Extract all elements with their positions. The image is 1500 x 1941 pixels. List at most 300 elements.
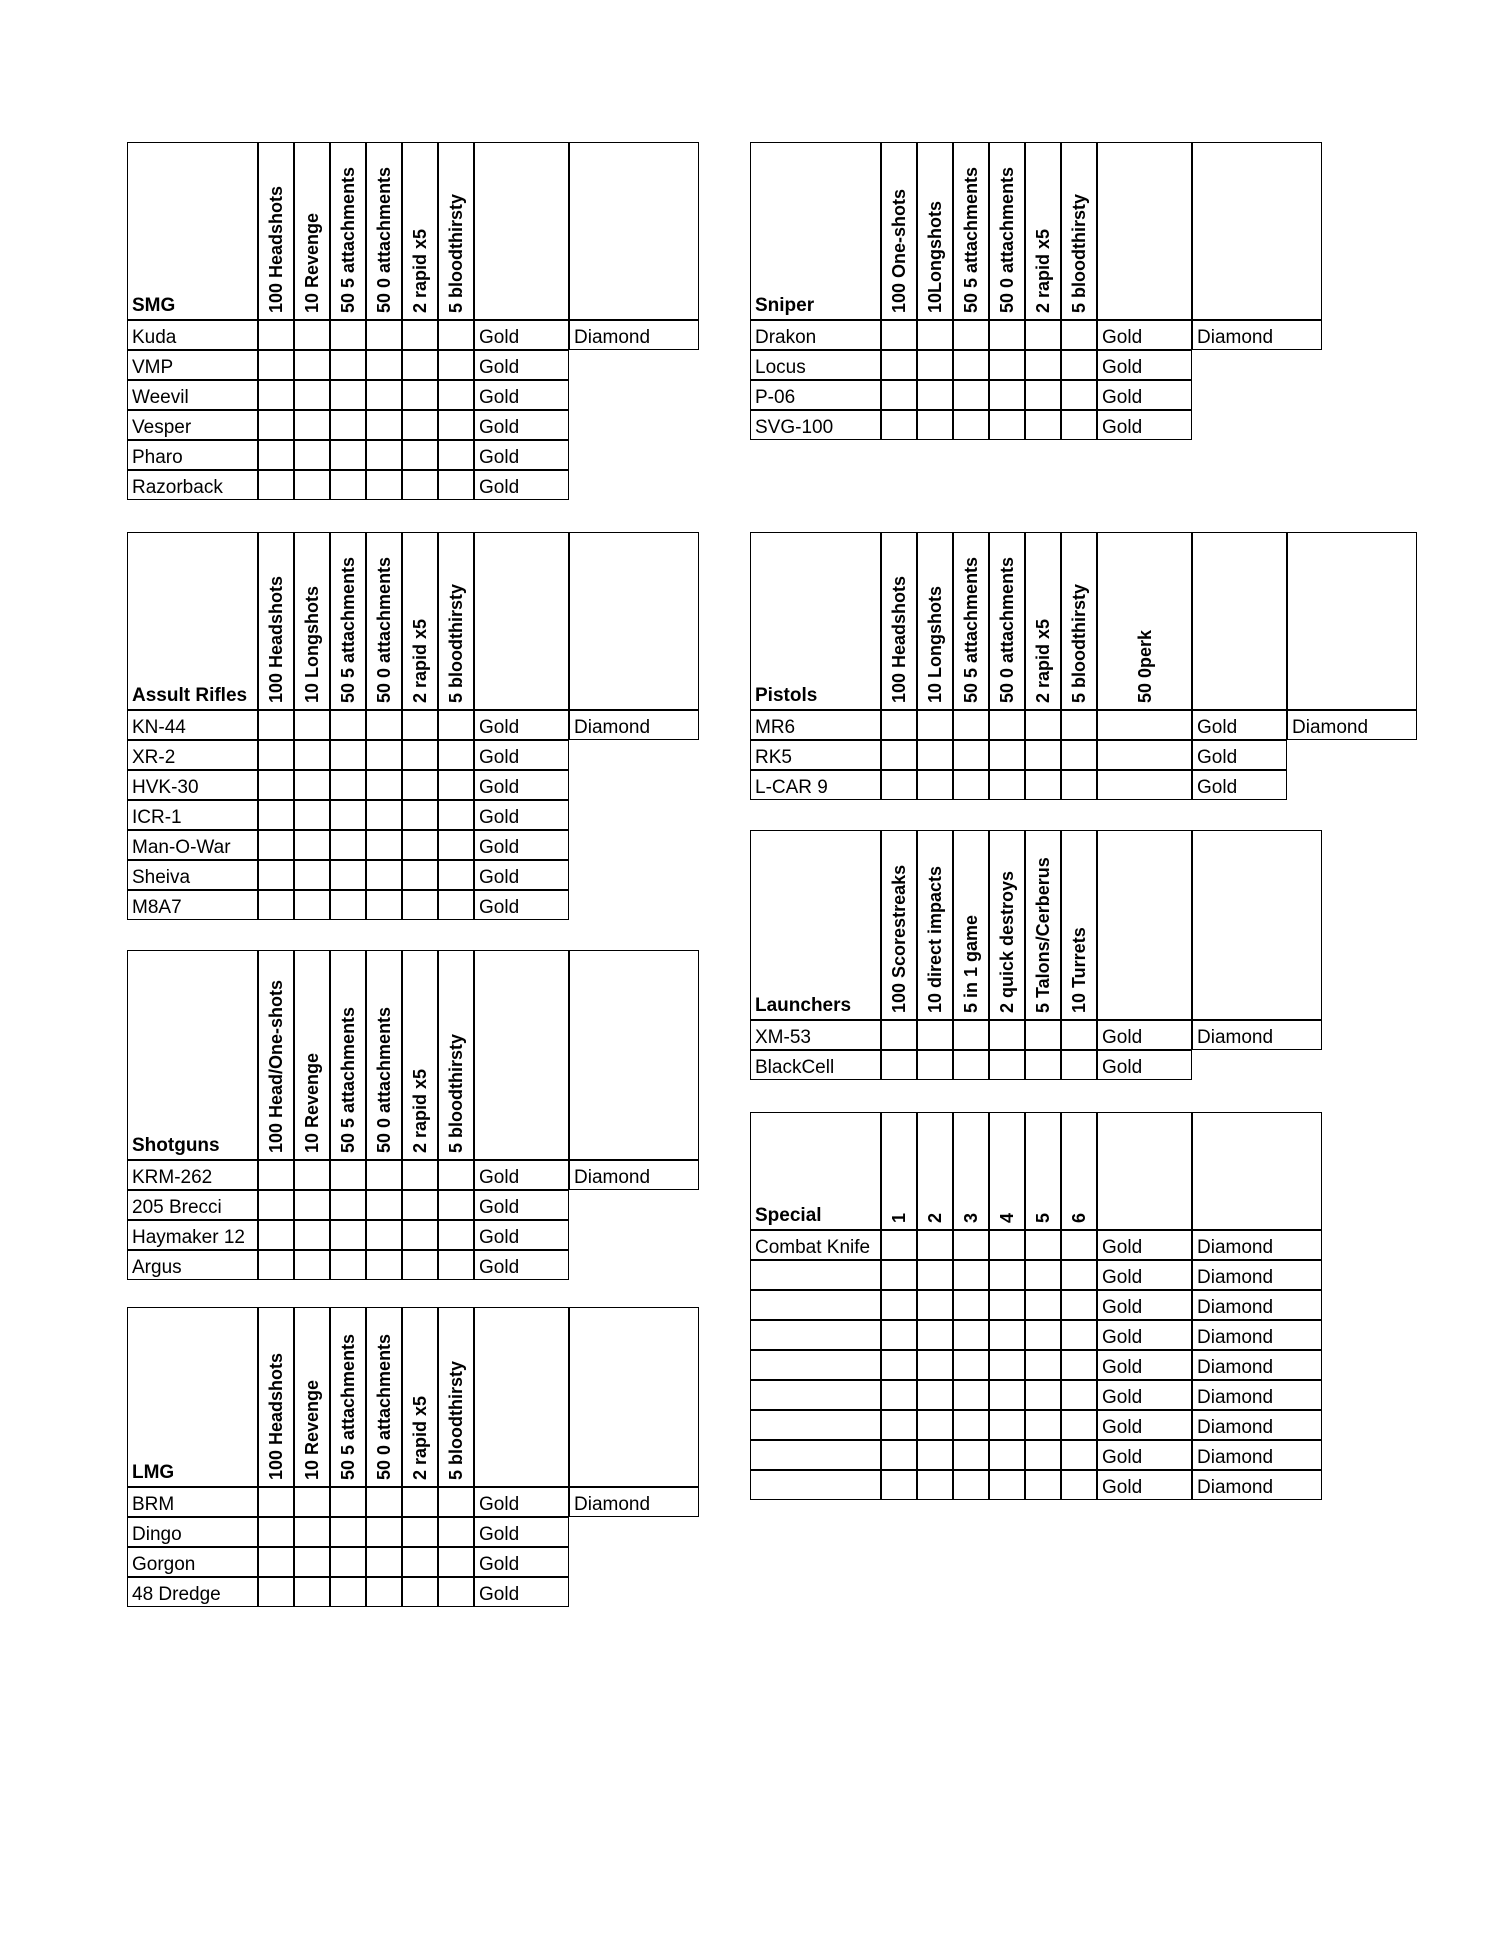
gold-cell [474, 1517, 569, 1547]
checkbox-cell [989, 770, 1025, 800]
weapon-name: KRM-262 [132, 1167, 213, 1188]
criteria-header-label: 50 5 attachments [338, 166, 358, 313]
checkbox-cell [294, 380, 330, 410]
weapon-name-cell [127, 1487, 258, 1517]
weapon-name-cell [127, 350, 258, 380]
category-title: Pistols [755, 685, 818, 706]
gold-label: Gold [479, 357, 520, 378]
gold-cell [474, 830, 569, 860]
weapon-name-cell [750, 710, 881, 740]
checkbox-cell [1025, 1410, 1061, 1440]
checkbox-cell [438, 1190, 474, 1220]
diamond-header-cell [569, 950, 699, 1160]
checkbox-cell [1061, 350, 1097, 380]
weapon-name-cell [127, 890, 258, 920]
checkbox-cell [258, 770, 294, 800]
checkbox-cell [294, 1160, 330, 1190]
gold-label: Gold [1102, 1297, 1143, 1318]
criteria-header-label: 10 direct impacts [925, 865, 945, 1013]
checkbox-cell [366, 800, 402, 830]
checkbox-cell [258, 1547, 294, 1577]
criteria-header-cell [258, 142, 294, 320]
checkbox-cell [438, 410, 474, 440]
gold-cell [474, 890, 569, 920]
checkbox-cell [881, 1260, 917, 1290]
criteria-header-label: 2 rapid x5 [410, 1395, 430, 1480]
criteria-header-cell [330, 1307, 366, 1487]
weapon-name: Drakon [755, 327, 817, 348]
gold-cell [1097, 1350, 1192, 1380]
weapon-name: RK5 [755, 747, 792, 768]
checkbox-cell [1025, 710, 1061, 740]
weapon-name-cell [127, 1577, 258, 1607]
criteria-header-label: 50 0 attachments [997, 556, 1017, 703]
weapon-name-cell [127, 740, 258, 770]
criteria-header-cell [989, 532, 1025, 710]
extra-header-cell [1097, 532, 1192, 710]
weapon-name: 48 Dredge [132, 1584, 221, 1605]
category-header-cell [127, 142, 258, 320]
weapon-name-cell [750, 410, 881, 440]
criteria-header-cell [881, 830, 917, 1020]
checkbox-cell [294, 1517, 330, 1547]
checkbox-cell [402, 470, 438, 500]
gold-cell [474, 860, 569, 890]
gold-label: Gold [1102, 1357, 1143, 1378]
category-header-cell [750, 142, 881, 320]
criteria-header-cell [953, 142, 989, 320]
checkbox-cell [258, 470, 294, 500]
checkbox-cell [330, 740, 366, 770]
gold-cell [1097, 1050, 1192, 1080]
checkbox-cell [366, 1517, 402, 1547]
gold-label: Gold [479, 807, 520, 828]
criteria-header-cell [294, 1307, 330, 1487]
checkbox-cell [258, 410, 294, 440]
diamond-header-cell [1287, 532, 1417, 710]
checkbox-cell [438, 1487, 474, 1517]
checkbox-cell [330, 1577, 366, 1607]
gold-label: Gold [479, 327, 520, 348]
criteria-header-label: 10 Longshots [925, 585, 945, 703]
criteria-header-cell [1025, 830, 1061, 1020]
checkbox-cell [881, 1050, 917, 1080]
weapon-name: Gorgon [132, 1554, 196, 1575]
checkbox-cell [1025, 1260, 1061, 1290]
checkbox-cell [438, 470, 474, 500]
gold-cell [474, 710, 569, 740]
checkbox-cell [366, 770, 402, 800]
checkbox-cell [953, 770, 989, 800]
criteria-header-cell [881, 532, 917, 710]
checkbox-cell [294, 830, 330, 860]
diamond-header-cell [569, 532, 699, 710]
weapon-name-cell [127, 410, 258, 440]
checkbox-cell [366, 320, 402, 350]
gold-cell [474, 320, 569, 350]
checkbox-cell [366, 1250, 402, 1280]
checkbox-cell [294, 710, 330, 740]
checkbox-cell [294, 1487, 330, 1517]
criteria-header-cell [917, 142, 953, 320]
extra-check-cell [1097, 770, 1192, 800]
gold-cell [1097, 1470, 1192, 1500]
checkbox-cell [438, 830, 474, 860]
checkbox-cell [1025, 1380, 1061, 1410]
checkbox-cell [330, 380, 366, 410]
gold-cell [474, 1547, 569, 1577]
checkbox-cell [402, 890, 438, 920]
gold-label: Gold [479, 747, 520, 768]
checkbox-cell [258, 1487, 294, 1517]
criteria-header-label: 3 [961, 1212, 981, 1223]
checkbox-cell [294, 1190, 330, 1220]
checkbox-cell [953, 1320, 989, 1350]
checkbox-cell [881, 1230, 917, 1260]
criteria-header-label: 6 [1069, 1212, 1089, 1223]
checkbox-cell [953, 380, 989, 410]
criteria-header-cell [1025, 1112, 1061, 1230]
gold-label: Gold [1102, 327, 1143, 348]
checkbox-cell [294, 1547, 330, 1577]
checkbox-cell [258, 860, 294, 890]
gold-cell [474, 380, 569, 410]
weapon-name: Kuda [132, 327, 177, 348]
category-title: LMG [132, 1462, 175, 1483]
checkbox-cell [330, 440, 366, 470]
weapon-name: BRM [132, 1494, 175, 1515]
checkbox-cell [438, 1220, 474, 1250]
checkbox-cell [1061, 1230, 1097, 1260]
weapon-name-cell [750, 1260, 881, 1290]
diamond-cell [569, 1487, 699, 1517]
weapon-name: Dingo [132, 1524, 182, 1545]
checkbox-cell [881, 1020, 917, 1050]
checkbox-cell [330, 1220, 366, 1250]
checkbox-cell [917, 1320, 953, 1350]
checkbox-cell [294, 1577, 330, 1607]
diamond-label: Diamond [1197, 327, 1274, 348]
gold-label: Gold [479, 777, 520, 798]
criteria-header-cell [402, 142, 438, 320]
checkbox-cell [258, 350, 294, 380]
gold-cell [474, 800, 569, 830]
checkbox-cell [366, 1190, 402, 1220]
diamond-cell [569, 1160, 699, 1190]
weapon-name-cell [750, 1380, 881, 1410]
checkbox-cell [1061, 1290, 1097, 1320]
checkbox-cell [1061, 1260, 1097, 1290]
checkbox-cell [402, 1577, 438, 1607]
weapon-name-cell [127, 800, 258, 830]
gold-label: Gold [1197, 777, 1238, 798]
checkbox-cell [258, 440, 294, 470]
weapon-name-cell [750, 1470, 881, 1500]
criteria-header-label: 50 0 attachments [374, 166, 394, 313]
checkbox-cell [294, 470, 330, 500]
checkbox-cell [258, 890, 294, 920]
checkbox-cell [1025, 1470, 1061, 1500]
weapon-name-cell [750, 320, 881, 350]
checkbox-cell [1061, 410, 1097, 440]
checkbox-cell [953, 710, 989, 740]
gold-cell [1097, 1320, 1192, 1350]
gold-label: Gold [479, 1524, 520, 1545]
gold-label: Gold [1102, 1057, 1143, 1078]
diamond-label: Diamond [1197, 1297, 1274, 1318]
checkbox-cell [917, 320, 953, 350]
gold-cell [474, 1577, 569, 1607]
checkbox-cell [366, 380, 402, 410]
criteria-header-label: 4 [997, 1212, 1017, 1223]
weapon-name: VMP [132, 357, 174, 378]
weapon-name: MR6 [755, 717, 796, 738]
weapon-name: Sheiva [132, 867, 191, 888]
weapon-name-cell [750, 770, 881, 800]
checkbox-cell [294, 1250, 330, 1280]
checkbox-cell [366, 1577, 402, 1607]
diamond-header-cell [569, 142, 699, 320]
checkbox-cell [881, 1410, 917, 1440]
checkbox-cell [953, 1470, 989, 1500]
checkbox-cell [402, 740, 438, 770]
criteria-header-label: 100 Headshots [266, 1352, 286, 1480]
checkbox-cell [330, 410, 366, 440]
checkbox-cell [1061, 710, 1097, 740]
checkbox-cell [402, 1547, 438, 1577]
category-header-cell [750, 532, 881, 710]
criteria-header-label: 100 Scorestreaks [889, 864, 909, 1013]
checkbox-cell [881, 740, 917, 770]
criteria-header-label: 5 bloodthirsty [446, 583, 466, 703]
checkbox-cell [402, 710, 438, 740]
weapon-name-cell [750, 1410, 881, 1440]
gold-header-cell [1097, 1112, 1192, 1230]
diamond-cell [1192, 1230, 1322, 1260]
gold-cell [474, 410, 569, 440]
criteria-header-label: 50 0 attachments [374, 1006, 394, 1153]
diamond-label: Diamond [574, 1494, 651, 1515]
weapon-name-cell [127, 440, 258, 470]
criteria-header-label: 2 rapid x5 [410, 618, 430, 703]
gold-cell [1192, 710, 1287, 740]
criteria-header-cell [402, 950, 438, 1160]
gold-cell [1097, 1380, 1192, 1410]
category-title: SMG [132, 295, 176, 316]
criteria-header-label: 2 quick destroys [997, 870, 1017, 1013]
criteria-header-label: 10 Revenge [302, 1052, 322, 1153]
checkbox-cell [294, 1220, 330, 1250]
checkbox-cell [989, 1470, 1025, 1500]
criteria-header-cell [330, 950, 366, 1160]
checkbox-cell [366, 350, 402, 380]
criteria-header-label: 50 5 attachments [961, 166, 981, 313]
criteria-header-cell [953, 1112, 989, 1230]
criteria-header-cell [366, 1307, 402, 1487]
diamond-label: Diamond [1197, 1417, 1274, 1438]
checkbox-cell [1061, 380, 1097, 410]
criteria-header-label: 100 Head/One-shots [266, 979, 286, 1153]
checkbox-cell [881, 320, 917, 350]
criteria-header-cell [366, 532, 402, 710]
criteria-header-cell [1061, 1112, 1097, 1230]
criteria-header-cell [917, 1112, 953, 1230]
weapon-name: Locus [755, 357, 806, 378]
gold-label: Gold [1102, 1327, 1143, 1348]
checkbox-cell [881, 1440, 917, 1470]
diamond-cell [1192, 1290, 1322, 1320]
checkbox-cell [294, 350, 330, 380]
checkbox-cell [402, 380, 438, 410]
checkbox-cell [402, 410, 438, 440]
weapon-name: KN-44 [132, 717, 186, 738]
weapon-name: Pharo [132, 447, 183, 468]
criteria-header-cell [438, 950, 474, 1160]
gold-label: Gold [479, 867, 520, 888]
diamond-label: Diamond [1197, 1357, 1274, 1378]
diamond-cell [1192, 1350, 1322, 1380]
diamond-cell [1192, 1020, 1322, 1050]
checkbox-cell [366, 1220, 402, 1250]
checkbox-cell [330, 890, 366, 920]
criteria-header-cell [1025, 142, 1061, 320]
checkbox-cell [1025, 1050, 1061, 1080]
checkbox-cell [1025, 1440, 1061, 1470]
checkbox-cell [1061, 740, 1097, 770]
weapon-name-cell [127, 1220, 258, 1250]
criteria-header-label: 2 [925, 1212, 945, 1223]
extra-header-label: 50 0perk [1134, 629, 1155, 703]
criteria-header-label: 10Longshots [925, 200, 945, 313]
checkbox-cell [258, 1160, 294, 1190]
checkbox-cell [366, 410, 402, 440]
checkbox-cell [1061, 1440, 1097, 1470]
checkbox-cell [438, 1517, 474, 1547]
checkbox-cell [294, 440, 330, 470]
checkbox-cell [366, 830, 402, 860]
criteria-header-cell [294, 950, 330, 1160]
weapon-name-cell [750, 740, 881, 770]
checkbox-cell [917, 1290, 953, 1320]
gold-label: Gold [479, 417, 520, 438]
criteria-header-label: 50 5 attachments [338, 1333, 358, 1480]
checkbox-cell [258, 1250, 294, 1280]
checkbox-cell [881, 1320, 917, 1350]
gold-cell [1097, 1260, 1192, 1290]
weapon-name: Weevil [132, 387, 189, 408]
criteria-header-label: 50 5 attachments [338, 1006, 358, 1153]
gold-label: Gold [479, 477, 520, 498]
gold-label: Gold [1102, 417, 1143, 438]
checkbox-cell [438, 710, 474, 740]
criteria-header-label: 100 Headshots [266, 185, 286, 313]
diamond-cell [1192, 1320, 1322, 1350]
checkbox-cell [438, 380, 474, 410]
checkbox-cell [402, 1220, 438, 1250]
checkbox-cell [989, 1290, 1025, 1320]
diamond-label: Diamond [1197, 1267, 1274, 1288]
gold-label: Gold [479, 837, 520, 858]
weapon-name-cell [750, 380, 881, 410]
checkbox-cell [989, 1380, 1025, 1410]
gold-label: Gold [479, 1494, 520, 1515]
diamond-cell [569, 320, 699, 350]
gold-cell [474, 470, 569, 500]
category-title: Shotguns [132, 1135, 220, 1156]
checkbox-cell [330, 1160, 366, 1190]
criteria-header-label: 5 bloodthirsty [1069, 583, 1089, 703]
criteria-header-cell [953, 830, 989, 1020]
checkbox-cell [953, 350, 989, 380]
checkbox-cell [953, 1290, 989, 1320]
gold-header-cell [1192, 532, 1287, 710]
checkbox-cell [366, 470, 402, 500]
weapon-name-cell [127, 1547, 258, 1577]
criteria-header-cell [330, 142, 366, 320]
checkbox-cell [917, 1410, 953, 1440]
category-header-cell [127, 1307, 258, 1487]
gold-cell [474, 740, 569, 770]
weapon-name: L-CAR 9 [755, 777, 828, 798]
checkbox-cell [989, 1350, 1025, 1380]
criteria-header-cell [1061, 830, 1097, 1020]
checkbox-cell [438, 1547, 474, 1577]
criteria-header-cell [989, 1112, 1025, 1230]
diamond-cell [1192, 1260, 1322, 1290]
checkbox-cell [917, 1050, 953, 1080]
checkbox-cell [989, 410, 1025, 440]
checkbox-cell [953, 410, 989, 440]
weapon-name: Combat Knife [755, 1237, 871, 1258]
diamond-header-cell [1192, 1112, 1322, 1230]
criteria-header-label: 50 0 attachments [997, 166, 1017, 313]
checkbox-cell [330, 350, 366, 380]
weapon-name: HVK-30 [132, 777, 199, 798]
weapon-name-cell [127, 830, 258, 860]
checkbox-cell [1025, 770, 1061, 800]
criteria-header-cell [258, 1307, 294, 1487]
checkbox-cell [330, 800, 366, 830]
criteria-header-label: 100 Headshots [889, 575, 909, 703]
gold-header-cell [1097, 142, 1192, 320]
checkbox-cell [917, 1440, 953, 1470]
checkbox-cell [1025, 320, 1061, 350]
gold-label: Gold [479, 1167, 520, 1188]
checkbox-cell [953, 1440, 989, 1470]
checkbox-cell [917, 1350, 953, 1380]
checkbox-cell [366, 710, 402, 740]
weapon-name-cell [127, 710, 258, 740]
checkbox-cell [1061, 1380, 1097, 1410]
diamond-cell [1192, 1440, 1322, 1470]
checkbox-cell [402, 1160, 438, 1190]
weapon-name: Argus [132, 1257, 182, 1278]
checkbox-cell [258, 380, 294, 410]
criteria-header-label: 100 Headshots [266, 575, 286, 703]
checkbox-cell [402, 830, 438, 860]
checkbox-cell [1025, 350, 1061, 380]
criteria-header-cell [438, 1307, 474, 1487]
criteria-header-cell [438, 532, 474, 710]
criteria-header-label: 5 bloodthirsty [446, 193, 466, 313]
checkbox-cell [258, 1190, 294, 1220]
weapon-name-cell [750, 1050, 881, 1080]
checkbox-cell [294, 800, 330, 830]
gold-cell [474, 1250, 569, 1280]
checkbox-cell [1061, 1350, 1097, 1380]
checkbox-cell [1061, 1020, 1097, 1050]
criteria-header-label: 2 rapid x5 [410, 228, 430, 313]
